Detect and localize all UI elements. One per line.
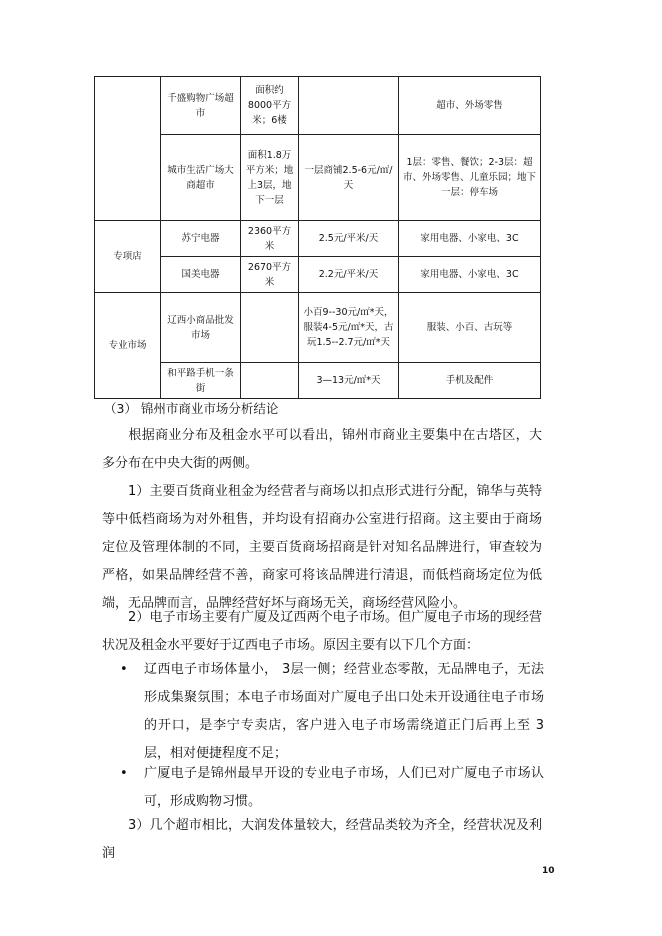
paragraph-3-text: 2）电子市场主要有广厦及辽西两个电子市场。但广厦电子市场的现经营状况及租金水平要好于辽西电子市场。原因主要有以下几个方面：	[102, 610, 542, 653]
paragraph-2-text: 1）主要百货商业租金为经营者与商场以扣点形式进行分配，锦华与英特等中低档商场为对外租售，并均设有招商办公室进行招商。这主要由于商场定位及管理体制的不同，主要百货商场招商是针对知名品牌进行，审查较为严格，如果品牌经营不善，商家可将该品牌进行清退，而低档商场定位为低端，无品牌而言，品牌经营好坏与商场无关，商场经营风险小。	[102, 484, 542, 611]
table-row	[95, 77, 541, 135]
business-cell: 手机及配件	[399, 363, 541, 399]
bullet-item-1-text: 辽西电子市场体量小， 3层一侧；经营业态零散，无品牌电子，无法形成集聚氛围；本电子市场面对广厦电子出口处未开设通往电子市场的开口，是李宁专卖店，客户进入电子市场需绕道正门后再上至 3层，相对便捷程度不足；	[144, 662, 544, 761]
rent-cell: 3—13元/㎡*天	[299, 363, 399, 399]
category-cell	[95, 77, 161, 221]
section-heading: （3） 锦州市商业市场分析结论	[104, 401, 279, 416]
category-cell: 专项店	[95, 221, 161, 293]
business-cell: 家用电器、小家电、3C	[399, 257, 541, 293]
business-cell: 服装、小百、古玩等	[399, 293, 541, 363]
store-name-cell: 苏宁电器	[161, 221, 241, 257]
paragraph-3	[102, 604, 542, 660]
area-cell: 面积1.8万平方米；地上3层，地下一层	[241, 135, 299, 221]
business-cell: 1层：零售、餐饮；2-3层：超市、外场零售、儿童乐园；地下一层：停车场	[399, 135, 541, 221]
paragraph-1-text: 根据商业分布及租金水平可以看出，锦州市商业主要集中在古塔区，大多分布在中央大街的两侧。	[102, 428, 542, 471]
area-cell: 面积约8000平方米；6楼	[241, 77, 299, 135]
area-cell	[241, 363, 299, 399]
store-name-cell: 和平路手机一条街	[161, 363, 241, 399]
page-number: 10	[542, 866, 555, 876]
paragraph-4	[102, 812, 542, 868]
rent-cell: 2.2元/平米/天	[299, 257, 399, 293]
bullet-dot-icon: •	[120, 662, 128, 677]
store-name-cell: 城市生活广场大商超市	[161, 135, 241, 221]
commercial-market-table	[94, 76, 541, 399]
area-cell	[241, 293, 299, 363]
area-cell: 2360平方米	[241, 221, 299, 257]
bullet-item-2-text: 广厦电子是锦州最早开设的专业电子市场，人们已对广厦电子市场认可，形成购物习惯。	[144, 766, 544, 809]
table-row	[95, 221, 541, 257]
business-cell: 超市、外场零售	[399, 77, 541, 135]
rent-cell: 小百9--30元/㎡*天，服装4-5元/㎡*天，古玩1.5--2.7元/㎡*天	[299, 293, 399, 363]
store-name-cell: 辽西小商品批发市场	[161, 293, 241, 363]
table-row	[95, 363, 541, 399]
bullet-item-2	[120, 760, 544, 816]
bullet-item-1	[120, 656, 544, 768]
table-row	[95, 293, 541, 363]
rent-cell	[299, 77, 399, 135]
store-name-cell: 国美电器	[161, 257, 241, 293]
category-cell: 专业市场	[95, 293, 161, 399]
table-row	[95, 135, 541, 221]
rent-cell: 2.5元/平米/天	[299, 221, 399, 257]
area-cell: 2670平方米	[241, 257, 299, 293]
bullet-dot-icon: •	[120, 766, 128, 781]
paragraph-4-text: 3）几个超市相比，大润发体量较大，经营品类较为齐全，经营状况及利润	[102, 818, 542, 861]
business-cell: 家用电器、小家电、3C	[399, 221, 541, 257]
paragraph-1	[102, 422, 542, 478]
store-name-cell: 千盛购物广场超市	[161, 77, 241, 135]
table-row	[95, 257, 541, 293]
rent-cell: 一层商铺2.5-6元/㎡/天	[299, 135, 399, 221]
paragraph-2	[102, 478, 542, 618]
